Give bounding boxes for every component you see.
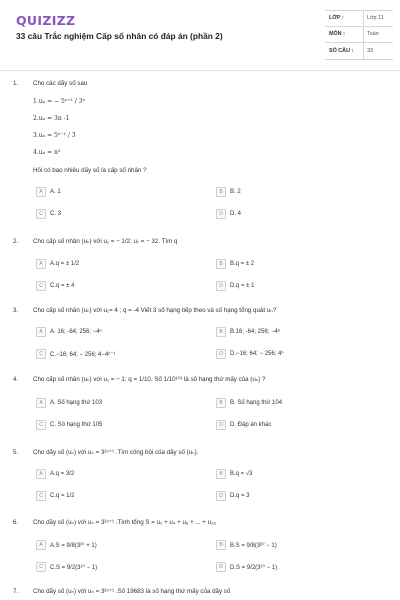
option-letter-c: C xyxy=(36,420,46,430)
option-text: B.q = √3 xyxy=(230,471,253,477)
question-text: Cho các dãy số sau xyxy=(33,80,88,87)
option-letter-b: B xyxy=(216,259,226,269)
option-letter-b: B xyxy=(216,398,226,408)
option-d[interactable] xyxy=(216,419,271,431)
option-b[interactable] xyxy=(216,186,241,198)
question-text: Cho dãy số (uₙ) với uₙ = 3²ⁿ⁺¹ .Tìm công bội của dãy số (uₙ). xyxy=(33,449,199,456)
quizizz-logo: QUIZIZZ xyxy=(16,13,76,28)
option-text: A. 16; -64; 256; −4ⁿ xyxy=(50,329,102,335)
option-c[interactable] xyxy=(36,348,116,360)
option-letter-b: B xyxy=(216,187,226,197)
option-letter-d: D xyxy=(216,281,226,291)
document-title: 33 câu Trắc nghiệm Cấp số nhân có đáp án (phần 2) xyxy=(16,31,223,41)
document-header xyxy=(0,0,400,66)
option-a[interactable] xyxy=(36,397,102,409)
meta-value: 33 xyxy=(363,43,393,59)
option-a[interactable] xyxy=(36,258,79,270)
sequence-line-1: 1.uₙ = − 5ⁿ⁺¹ / 3ⁿ xyxy=(33,98,86,105)
meta-row-subject xyxy=(325,27,393,44)
option-text: A.q = 3/2 xyxy=(50,471,75,477)
option-d[interactable] xyxy=(216,490,250,502)
option-d[interactable] xyxy=(216,561,277,573)
question-number: 5. xyxy=(13,449,19,456)
meta-table xyxy=(325,10,393,60)
option-text: A.S = 9/8(3²⁰ + 1) xyxy=(50,542,97,549)
sequence-line-2: 2.uₙ = 3n -1 xyxy=(33,115,70,122)
option-a[interactable] xyxy=(36,326,102,338)
option-letter-d: D xyxy=(216,209,226,219)
meta-row-count xyxy=(325,43,393,60)
option-letter-c: C xyxy=(36,491,46,501)
option-b[interactable] xyxy=(216,539,277,551)
option-letter-b: B xyxy=(216,540,226,550)
option-letter-c: C xyxy=(36,349,46,359)
option-text: C.q = ± 4 xyxy=(50,283,75,289)
question-number: 1. xyxy=(13,80,19,87)
option-c[interactable] xyxy=(36,561,97,573)
option-text: D. 4 xyxy=(230,211,242,217)
option-letter-a: A xyxy=(36,469,46,479)
header-divider xyxy=(0,70,400,71)
option-text: C. Số hạng thứ 105 xyxy=(50,422,103,428)
option-letter-a: A xyxy=(36,259,46,269)
option-letter-d: D xyxy=(216,349,226,359)
meta-label: MÔN : xyxy=(329,31,345,38)
sequence-line-4: 4.uₙ = n³ xyxy=(33,149,61,156)
option-text: D.S = 9/2(3¹⁰ − 1) xyxy=(230,564,278,571)
option-c[interactable] xyxy=(36,419,102,431)
option-b[interactable] xyxy=(216,397,282,409)
option-d[interactable] xyxy=(216,208,241,220)
question-text: Cho cấp số nhân (uₙ) với u₁ = − 1; q = 1/10. Số 1/10¹⁰³ là số hạng thứ mấy của (uₙ) ? xyxy=(33,376,266,383)
option-text: D.q = 3 xyxy=(230,493,250,499)
question-number: 4. xyxy=(13,376,19,383)
option-text: B. 2 xyxy=(230,189,241,195)
option-letter-a: A xyxy=(36,187,46,197)
meta-row-grade xyxy=(325,10,393,27)
option-text: B. Số hạng thứ 104 xyxy=(230,400,283,406)
question-text: Cho dãy số (uₙ) với uₙ = 3²ⁿ⁺¹ .Tính tổng S = u₂ + u₄ + u₆ + ... + u₂₀ xyxy=(33,519,217,526)
option-a[interactable] xyxy=(36,186,61,198)
option-text: A. Số hạng thứ 103 xyxy=(50,400,103,406)
option-text: B.q = ± 2 xyxy=(230,261,255,267)
meta-value: Toán xyxy=(363,27,393,43)
option-c[interactable] xyxy=(36,490,75,502)
option-letter-c: C xyxy=(36,562,46,572)
option-letter-a: A xyxy=(36,398,46,408)
option-text: C.q = 1/2 xyxy=(50,493,75,499)
option-letter-a: A xyxy=(36,327,46,337)
option-letter-c: C xyxy=(36,209,46,219)
option-text: D.−16; 64; − 256; 4ⁿ xyxy=(230,351,284,357)
option-text: A.q = ± 1/2 xyxy=(50,261,80,267)
option-a[interactable] xyxy=(36,539,97,551)
question-text: Cho cấp số nhân (uₙ) với u₁= 4 ; q = -4 Viết 3 số hạng tiếp theo và số hạng tổng quát uₙ? xyxy=(33,307,277,314)
option-b[interactable] xyxy=(216,326,280,338)
question-text: Cho cấp số nhân (uₙ) với u₁ = − 1/2; u₇ = − 32. Tìm q xyxy=(33,238,178,245)
meta-label: LỚP : xyxy=(329,15,344,22)
option-letter-b: B xyxy=(216,469,226,479)
question-number: 3. xyxy=(13,307,19,314)
meta-label: SỐ CÂU : xyxy=(329,47,354,54)
question-number: 6. xyxy=(13,519,19,526)
question-text: Cho dãy số (uₙ) với uₙ = 3²ⁿ⁺¹ .Số 19683 là số hạng thứ mấy của dãy số xyxy=(33,588,231,595)
option-letter-b: B xyxy=(216,327,226,337)
option-text: D. Đáp án khác xyxy=(230,422,272,428)
option-d[interactable] xyxy=(216,280,254,292)
question-number: 2. xyxy=(13,238,19,245)
option-c[interactable] xyxy=(36,280,74,292)
sequence-line-3: 3.uₙ = 5ⁿ⁻¹ / 3 xyxy=(33,132,76,139)
option-b[interactable] xyxy=(216,468,252,480)
option-text: C.−16; 64; − 256; 4−4ⁿ⁻¹ xyxy=(50,351,116,358)
question-prompt: Hỏi có bao nhiêu dãy số là cấp số nhân ? xyxy=(33,167,147,174)
meta-value: Lớp 11 xyxy=(363,11,393,26)
option-letter-d: D xyxy=(216,562,226,572)
option-letter-d: D xyxy=(216,491,226,501)
option-text: D.q = ± 1 xyxy=(230,283,255,289)
option-text: B.16; -64; 256; −4ⁿ xyxy=(230,329,281,335)
option-text: B.S = 9/8(3²⁰ − 1) xyxy=(230,542,277,549)
option-letter-c: C xyxy=(36,281,46,291)
option-text: A. 1 xyxy=(50,189,61,195)
option-d[interactable] xyxy=(216,348,284,360)
option-text: C. 3 xyxy=(50,211,62,217)
question-number: 7. xyxy=(13,588,19,595)
option-letter-d: D xyxy=(216,420,226,430)
option-b[interactable] xyxy=(216,258,254,270)
option-c[interactable] xyxy=(36,208,61,220)
option-text: C.S = 9/2(3¹⁰ − 1) xyxy=(50,564,98,571)
option-a[interactable] xyxy=(36,468,74,480)
option-letter-a: A xyxy=(36,540,46,550)
